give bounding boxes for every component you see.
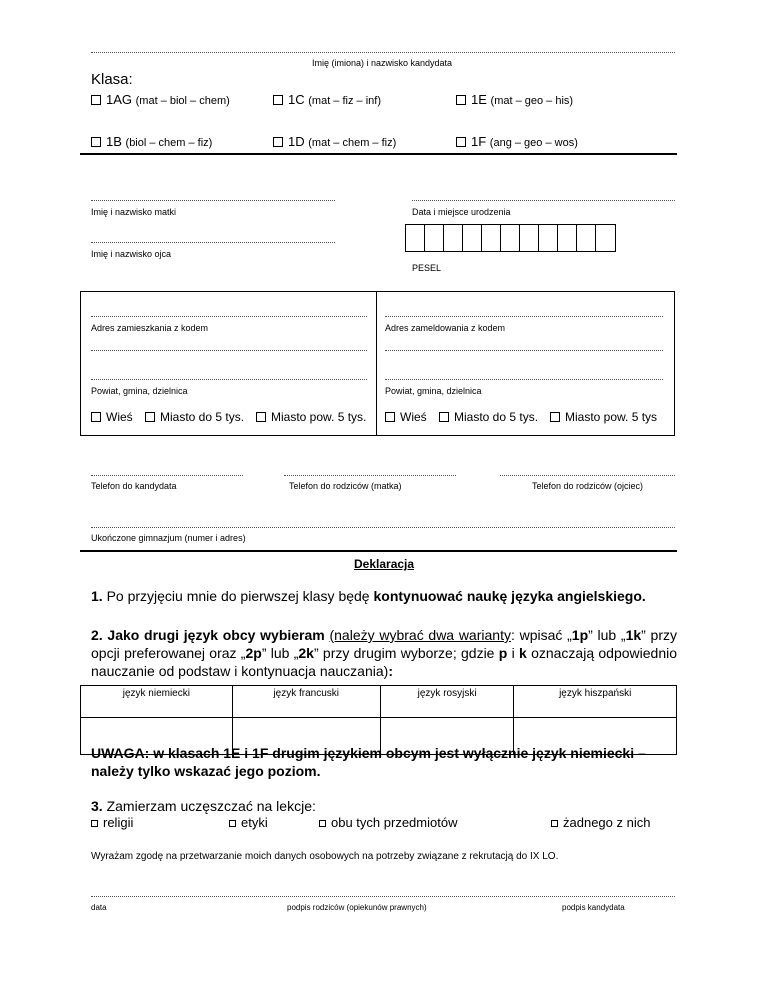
- both-option[interactable]: obu tych przedmiotów: [319, 815, 457, 830]
- residence-line[interactable]: [91, 316, 367, 317]
- declaration-point-2: 2. Jako drugi język obcy wybieram (należy wybrać dwa warianty: wpisać „1p” lub „1k” przy opcji preferowanej oraz „2p” lub „2k” przy drugim wyborze; gdzie p i k oznaczają odpowiednio nauczanie od podstaw i kontynuacja nauczania):: [91, 627, 678, 679]
- class-code: 1D: [288, 134, 305, 149]
- mother-name-line[interactable]: [91, 200, 335, 201]
- candidate-name-label: Imię (imiona) i nazwisko kandydata: [312, 58, 453, 68]
- registered-line-2[interactable]: [385, 350, 663, 351]
- class-code: 1E: [471, 92, 487, 107]
- class-code: 1C: [288, 92, 305, 107]
- class-option-1e[interactable]: [456, 92, 573, 107]
- pesel-label: PESEL: [412, 263, 442, 273]
- checkbox-icon[interactable]: [91, 95, 101, 105]
- birth-line[interactable]: [412, 200, 675, 201]
- class-option-1c[interactable]: [273, 92, 381, 107]
- mother-name-label: Imię i nazwisko matki: [91, 207, 177, 217]
- section-divider: [80, 153, 677, 155]
- section-divider: [80, 550, 677, 552]
- class-subjects: (mat – biol – chem): [135, 95, 230, 107]
- parents-signature-label: podpis rodziców (opiekunów prawnych): [287, 903, 427, 912]
- checkbox-icon[interactable]: [550, 412, 560, 422]
- residence-line-2[interactable]: [91, 350, 367, 351]
- class-option-1d[interactable]: [273, 134, 396, 149]
- signature-line[interactable]: [91, 896, 675, 897]
- class-subjects: (mat – chem – fiz): [308, 137, 397, 149]
- checkbox-icon[interactable]: [273, 137, 283, 147]
- phone-father-line[interactable]: [500, 475, 675, 476]
- none-option[interactable]: żadnego z nich: [551, 815, 650, 830]
- declaration-point-1: 1. Po przyjęciu mnie do pierwszej klasy będę kontynuować naukę języka angielskiego.: [91, 588, 646, 604]
- ethics-option[interactable]: etyki: [229, 815, 268, 830]
- registered-label: Adres zameldowania z kodem: [385, 323, 506, 333]
- school-label: Ukończone gimnazjum (numer i adres): [91, 533, 246, 543]
- residence-label: Adres zamieszkania z kodem: [91, 323, 209, 333]
- residence-small-town-option[interactable]: Miasto do 5 tys.: [145, 410, 244, 424]
- registered-big-town-option[interactable]: Miasto pow. 5 tys: [550, 410, 657, 424]
- uwaga-note: UWAGA: w klasach 1E i 1F drugim językiem obcym jest wyłącznie język niemiecki – należy tylko wskazać jego poziom.: [91, 745, 646, 779]
- class-code: 1F: [471, 134, 487, 149]
- phone-candidate-label: Telefon do kandydata: [91, 481, 177, 491]
- residence-district-line[interactable]: [91, 379, 367, 380]
- class-option-1f[interactable]: [456, 134, 578, 149]
- registered-village-option[interactable]: Wieś: [385, 410, 427, 424]
- registered-district-label: Powiat, gmina, dzielnica: [385, 386, 482, 396]
- language-header: język hiszpański: [514, 686, 677, 718]
- father-name-line[interactable]: [91, 242, 335, 243]
- class-code: 1AG: [106, 92, 133, 107]
- checkbox-icon[interactable]: [91, 820, 98, 827]
- class-subjects: (mat – fiz – inf): [308, 95, 381, 107]
- residence-big-town-option[interactable]: Miasto pow. 5 tys.: [256, 410, 366, 424]
- registered-district-line[interactable]: [385, 379, 663, 380]
- checkbox-icon[interactable]: [91, 137, 101, 147]
- phone-mother-label: Telefon do rodziców (matka): [289, 481, 402, 491]
- date-label: data: [91, 903, 107, 912]
- checkbox-icon[interactable]: [319, 820, 326, 827]
- checkbox-icon[interactable]: [91, 412, 101, 422]
- class-subjects: (biol – chem – fiz): [125, 137, 213, 149]
- consent-text: Wyrażam zgodę na przetwarzanie moich danych osobowych na potrzeby związane z rekrutacją do IX LO.: [91, 851, 559, 862]
- pesel-boxes[interactable]: [405, 224, 616, 252]
- candidate-name-line[interactable]: [91, 52, 675, 53]
- registered-small-town-option[interactable]: Miasto do 5 tys.: [439, 410, 538, 424]
- school-line[interactable]: [91, 527, 675, 528]
- language-header: język niemiecki: [81, 686, 233, 718]
- phone-candidate-line[interactable]: [91, 475, 243, 476]
- checkbox-icon[interactable]: [551, 820, 558, 827]
- religion-option[interactable]: religii: [91, 815, 133, 830]
- checkbox-icon[interactable]: [456, 137, 466, 147]
- phone-mother-line[interactable]: [284, 475, 456, 476]
- klasa-label: Klasa:: [91, 71, 133, 88]
- address-divider: [376, 291, 377, 436]
- language-header: język francuski: [232, 686, 380, 718]
- class-subjects: (mat – geo – his): [490, 95, 574, 107]
- candidate-signature-label: podpis kandydata: [562, 903, 625, 912]
- residence-district-label: Powiat, gmina, dzielnica: [91, 386, 188, 396]
- class-code: 1B: [106, 134, 122, 149]
- father-name-label: Imię i nazwisko ojca: [91, 249, 172, 259]
- checkbox-icon[interactable]: [256, 412, 266, 422]
- class-option-1ag[interactable]: [91, 92, 230, 107]
- declaration-point-3: 3. Zamierzam uczęszczać na lekcje:: [91, 798, 316, 814]
- declaration-title: Deklaracja: [354, 557, 415, 571]
- checkbox-icon[interactable]: [229, 820, 236, 827]
- phone-father-label: Telefon do rodziców (ojciec): [532, 481, 644, 491]
- language-header: język rosyjski: [380, 686, 514, 718]
- checkbox-icon[interactable]: [273, 95, 283, 105]
- class-subjects: (ang – geo – wos): [489, 137, 578, 149]
- checkbox-icon[interactable]: [439, 412, 449, 422]
- checkbox-icon[interactable]: [456, 95, 466, 105]
- checkbox-icon[interactable]: [145, 412, 155, 422]
- checkbox-icon[interactable]: [385, 412, 395, 422]
- birth-label: Data i miejsce urodzenia: [412, 207, 511, 217]
- registered-line[interactable]: [385, 316, 663, 317]
- residence-village-option[interactable]: Wieś: [91, 410, 133, 424]
- class-option-1b[interactable]: [91, 134, 212, 149]
